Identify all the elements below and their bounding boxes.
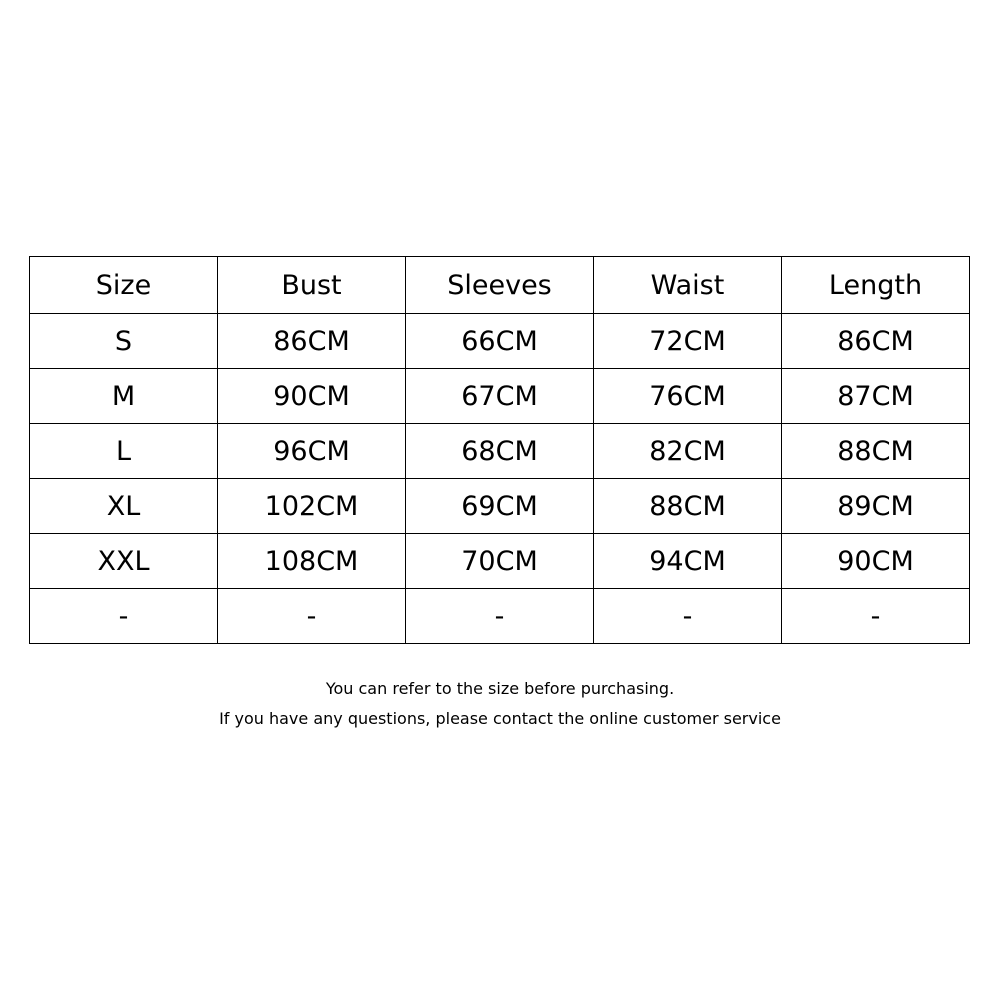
cell-bust: - <box>218 589 406 644</box>
header-bust: Bust <box>218 257 406 314</box>
cell-bust: 90CM <box>218 369 406 424</box>
cell-size: L <box>30 424 218 479</box>
cell-size: XL <box>30 479 218 534</box>
size-notes <box>0 674 1000 734</box>
cell-bust: 108CM <box>218 534 406 589</box>
note-contact-service: If you have any questions, please contact the online customer service <box>219 709 781 728</box>
cell-bust: 102CM <box>218 479 406 534</box>
cell-size: XXL <box>30 534 218 589</box>
header-size: Size <box>30 257 218 314</box>
cell-length: 90CM <box>782 534 970 589</box>
cell-waist: - <box>594 589 782 644</box>
cell-bust: 86CM <box>218 314 406 369</box>
cell-length: 88CM <box>782 424 970 479</box>
cell-sleeves: 69CM <box>406 479 594 534</box>
table-row <box>30 369 970 424</box>
table-row <box>30 479 970 534</box>
cell-sleeves: - <box>406 589 594 644</box>
cell-length: 87CM <box>782 369 970 424</box>
table-row <box>30 534 970 589</box>
cell-waist: 82CM <box>594 424 782 479</box>
table-header-row <box>30 257 970 314</box>
cell-length: - <box>782 589 970 644</box>
cell-waist: 94CM <box>594 534 782 589</box>
cell-length: 89CM <box>782 479 970 534</box>
header-length: Length <box>782 257 970 314</box>
note-refer-size: You can refer to the size before purchasing. <box>325 679 675 698</box>
cell-sleeves: 70CM <box>406 534 594 589</box>
cell-size: S <box>30 314 218 369</box>
table-row <box>30 424 970 479</box>
header-sleeves: Sleeves <box>406 257 594 314</box>
cell-bust: 96CM <box>218 424 406 479</box>
size-chart-table <box>29 256 970 644</box>
cell-waist: 88CM <box>594 479 782 534</box>
cell-size: M <box>30 369 218 424</box>
cell-sleeves: 66CM <box>406 314 594 369</box>
cell-sleeves: 67CM <box>406 369 594 424</box>
cell-waist: 72CM <box>594 314 782 369</box>
header-waist: Waist <box>594 257 782 314</box>
cell-size: - <box>30 589 218 644</box>
cell-length: 86CM <box>782 314 970 369</box>
cell-sleeves: 68CM <box>406 424 594 479</box>
table-row <box>30 589 970 644</box>
table-row <box>30 314 970 369</box>
cell-waist: 76CM <box>594 369 782 424</box>
